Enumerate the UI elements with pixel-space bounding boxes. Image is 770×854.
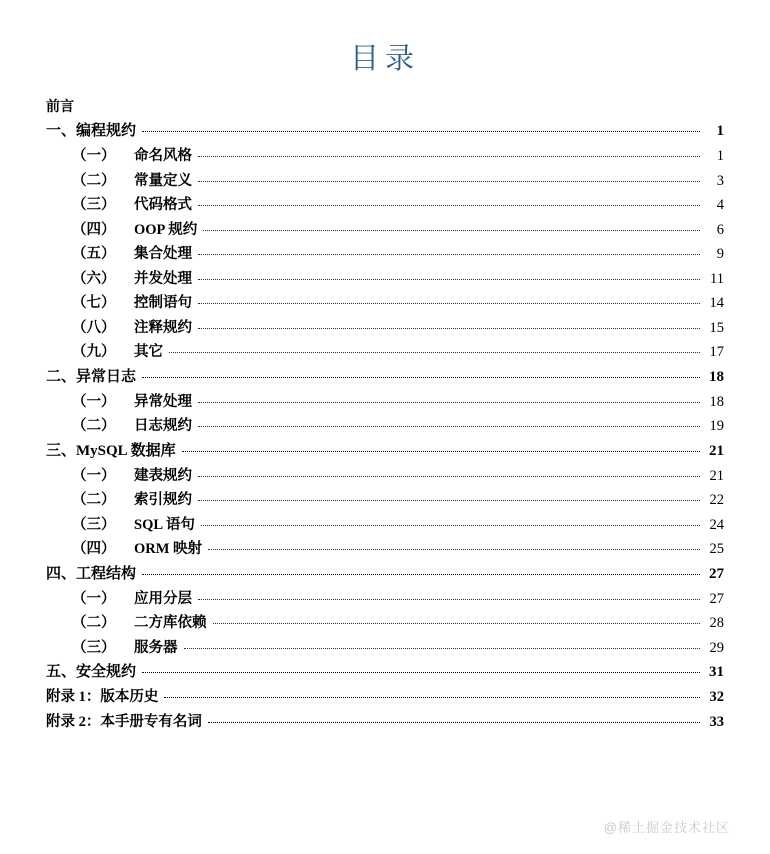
toc-entry-label: 并发处理 (134, 270, 192, 287)
toc-entry-number: （四） (72, 541, 116, 557)
toc-entry-page-number: 21 (709, 442, 724, 459)
toc-entry-label: 工程结构 (76, 565, 137, 582)
toc-entry-label: ORM 映射 (134, 541, 203, 557)
toc-entry[interactable] (46, 665, 724, 680)
toc-entry[interactable] (46, 616, 724, 631)
toc-entry-label: 集合处理 (134, 246, 192, 262)
toc-entry-page-number: 3 (716, 172, 724, 189)
toc-leader-dots (201, 525, 700, 526)
toc-entry[interactable] (46, 493, 724, 508)
toc-entry-page-number: 27 (709, 565, 724, 582)
toc-leader-dots (198, 328, 700, 329)
toc-entry-number: 三、 (46, 442, 77, 459)
toc-entry-list (46, 124, 724, 729)
toc-leader-dots (198, 279, 700, 280)
toc-entry[interactable] (46, 198, 724, 213)
toc-entry[interactable] (46, 444, 724, 459)
toc-entry[interactable] (46, 542, 724, 557)
toc-entry-label: 附录 1：版本历史 (46, 689, 159, 705)
toc-entry-label: 服务器 (134, 639, 178, 656)
toc-entry-number: （二） (72, 418, 116, 434)
toc-entry-page-number: 21 (709, 467, 724, 484)
toc-leader-dots (208, 722, 700, 723)
toc-entry-number: （九） (72, 344, 116, 360)
toc-leader-dots (213, 623, 701, 624)
toc-entry-label: 索引规约 (134, 492, 192, 508)
toc-entry-number: （八） (72, 319, 116, 336)
toc-entry-label: 其它 (134, 344, 163, 360)
toc-entry-label: 编程规约 (76, 123, 137, 139)
page-title: 目录 (349, 43, 420, 75)
toc-entry-page-number: 14 (709, 295, 724, 311)
toc-entry-label: 二方库依赖 (134, 615, 207, 631)
toc-entry-number: （五） (72, 246, 116, 262)
toc-entry-label: 代码格式 (134, 197, 192, 213)
toc-entry-number: （七） (72, 295, 116, 311)
toc-entry-number: （四） (72, 221, 116, 238)
toc-entry[interactable] (46, 149, 724, 164)
watermark: @稀土掘金技术社区 (603, 820, 730, 835)
toc-entry-number: （二） (72, 492, 116, 508)
toc-leader-dots (198, 476, 700, 477)
toc-leader-dots (169, 352, 700, 353)
toc-entry[interactable] (46, 690, 724, 705)
toc-entry-label: 建表规约 (134, 467, 192, 484)
toc-entry-label: 注释规约 (134, 319, 192, 336)
toc-entry-label: 日志规约 (134, 418, 192, 434)
toc-entry[interactable] (46, 345, 724, 360)
toc-entry[interactable] (46, 247, 724, 262)
toc-entry[interactable] (46, 518, 724, 533)
toc-entry[interactable] (46, 641, 724, 656)
toc-entry-label: 安全规约 (76, 664, 137, 680)
toc-entry-label: 前言 (46, 100, 74, 115)
toc-entry-page-number: 24 (709, 516, 724, 533)
toc-leader-dots (208, 549, 700, 550)
toc-entry-page-number: 9 (716, 246, 724, 262)
toc-entry-page-number: 11 (710, 270, 724, 287)
toc-entry[interactable] (46, 567, 724, 582)
toc-entry-page-number: 32 (709, 689, 724, 705)
toc-leader-dots (198, 303, 700, 304)
toc-leader-dots (142, 377, 700, 378)
toc-entry-number: （三） (72, 639, 116, 656)
toc-entry-label: OOP 规约 (134, 221, 198, 238)
toc-entry-page-number: 25 (709, 541, 724, 557)
toc-entry-page-number: 4 (716, 197, 724, 213)
toc-entry-number: （一） (72, 590, 116, 607)
toc-entry-page-number: 29 (709, 639, 724, 656)
toc-entry[interactable] (46, 370, 724, 385)
toc-entry-page-number: 15 (709, 319, 724, 336)
toc-entry[interactable] (46, 296, 724, 311)
toc-leader-dots (184, 648, 701, 649)
toc-entry-number: 二、 (46, 368, 77, 385)
toc-entry-number: （一） (72, 467, 116, 484)
toc-leader-dots (142, 131, 700, 132)
toc-entry-label: 控制语句 (134, 295, 192, 311)
toc-entry-number: 五、 (46, 664, 77, 680)
toc-leader-dots (203, 230, 700, 231)
toc-entry-page-number: 27 (709, 590, 724, 607)
toc-leader-dots (198, 254, 700, 255)
toc-entry-page-number: 22 (709, 492, 724, 508)
toc-entry-label: 异常日志 (76, 368, 137, 385)
toc-entry-label: SQL 语句 (134, 516, 195, 533)
toc-leader-dots (198, 205, 700, 206)
toc-entry[interactable] (46, 715, 724, 730)
toc-entry-page-number: 33 (709, 713, 724, 730)
toc-entry[interactable] (46, 592, 724, 607)
toc-entry-label: 常量定义 (134, 172, 192, 189)
toc-entry[interactable] (46, 419, 724, 434)
toc-entry-page-number: 31 (709, 664, 724, 680)
toc-entry-preface[interactable] (46, 101, 724, 115)
toc-entry-number: （一） (72, 393, 116, 410)
toc-leader-dots (198, 500, 700, 501)
toc-entry-page-number: 1 (716, 123, 724, 139)
toc-leader-dots (164, 697, 700, 698)
toc-entry[interactable] (46, 469, 724, 484)
toc-entry-page-number: 17 (709, 344, 724, 360)
toc-leader-dots (198, 599, 700, 600)
toc-entry-number: （三） (72, 197, 116, 213)
toc-entry-number: （三） (72, 516, 116, 533)
toc-entry-number: （一） (72, 148, 116, 164)
toc-entry-label: 应用分层 (134, 590, 192, 607)
toc-entry-label: 附录 2：本手册专有名词 (46, 713, 202, 730)
toc-entry[interactable] (46, 395, 724, 410)
toc-entry-number: 一、 (46, 123, 77, 139)
toc-entry-number: （二） (72, 615, 116, 631)
toc-leader-dots (142, 574, 700, 575)
toc-leader-dots (198, 181, 700, 182)
toc-entry-page-number: 28 (709, 615, 724, 631)
toc-leader-dots (182, 451, 700, 452)
toc-entry[interactable] (46, 223, 724, 238)
toc-entry-label: 命名风格 (134, 148, 192, 164)
toc-entry[interactable] (46, 321, 724, 336)
toc-entry-number: （二） (72, 172, 116, 189)
toc-leader-dots (198, 402, 700, 403)
toc-entry-number: 四、 (46, 565, 77, 582)
toc-entry-page-number: 19 (709, 418, 724, 434)
toc-entry-page-number: 1 (716, 148, 724, 164)
toc-entry[interactable] (46, 174, 724, 189)
toc-entry-label: MySQL 数据库 (76, 442, 176, 459)
toc-leader-dots (198, 426, 700, 427)
toc-entry-page-number: 18 (709, 368, 724, 385)
toc-entry[interactable] (46, 272, 724, 287)
toc-entry-page-number: 6 (716, 221, 724, 238)
toc-entry[interactable] (46, 124, 724, 139)
toc-entry-page-number: 18 (709, 393, 724, 410)
toc-leader-dots (142, 672, 700, 673)
table-of-contents (36, 101, 734, 729)
toc-entry-number: （六） (72, 270, 116, 287)
toc-entry-label: 异常处理 (134, 393, 192, 410)
toc-leader-dots (198, 156, 700, 157)
